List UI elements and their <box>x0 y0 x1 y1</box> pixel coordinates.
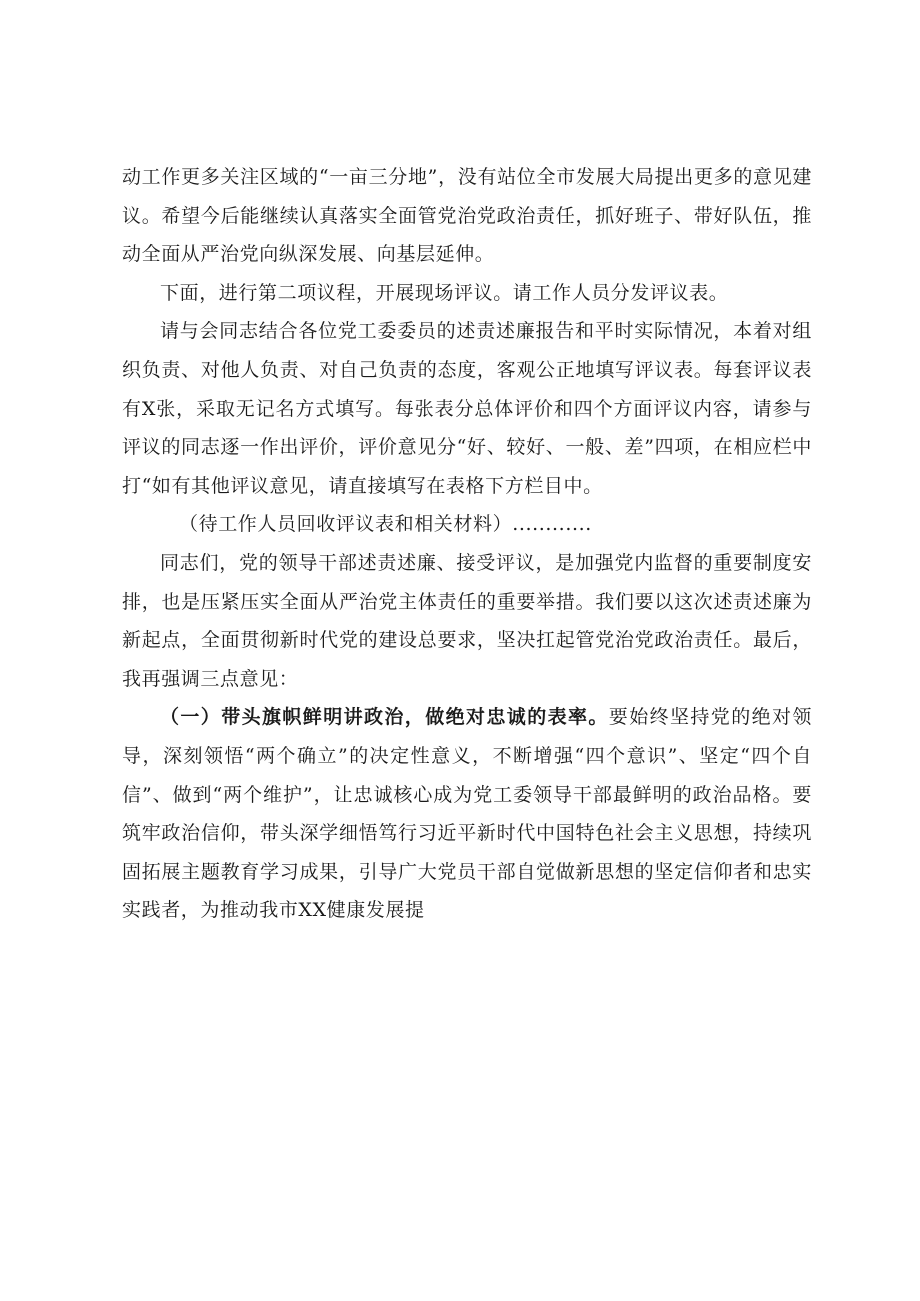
point-one-heading: （一）带头旗帜鲜明讲政治，做绝对忠诚的表率。 <box>160 706 609 729</box>
paragraph-agenda-item-two: 下面，进行第二项议程，开展现场评议。请工作人员分发评议表。 <box>160 281 729 304</box>
point-one-body: 要始终坚持党的绝对领导，深刻领悟“两个确立”的决定性意义，不断增强“四个意识”、坚定“四个自信”、做到“两个维护”，让忠诚核心成为党工委领导干部最鲜明的政治品格。要筑牢政治信仰，带头深学细悟笃行习近平新时代中国特色社会主义思想，持续巩固拓展主题教育学习成果，引导广大党员干部自觉做新思想的坚定信仰者和忠实实践者，为推动我市XX健康发展提 <box>122 706 812 922</box>
paragraph-closing-remarks: 同志们，党的领导干部述责述廉、接受评议，是加强党内监督的重要制度安排，也是压紧压实全面从严治党主体责任的重要举措。我们要以这次述责述廉为新起点，全面贯彻新时代党的建设总要求，坚决扛起管党治党政治责任。最后，我再强调三点意见： <box>122 551 812 690</box>
paragraph-collection-note: （待工作人员回收评议表和相关材料）............ <box>179 513 592 536</box>
paragraph-continuation: 动工作更多关注区域的“一亩三分地”，没有站位全市发展大局提出更多的意见建议。希望今后能继续认真落实全面管党治党政治责任，抓好班子、带好队伍，推动全面从严治党向纵深发展、向基层延伸。 <box>122 166 812 266</box>
paragraph-evaluation-instructions: 请与会同志结合各位党工委委员的述责述廉报告和平时实际情况，本着对组织负责、对他人负责、对自己负责的态度，客观公正地填写评议表。每套评议表有X张，采取无记名方式填写。每张表分总体评价和四个方面评议内容，请参与评议的同志逐一作出评价，评价意见分“好、较好、一般、差”四项，在相应栏中打“如有其他评议意见，请直接填写在表格下方栏目中。 <box>122 320 812 497</box>
document-body <box>122 158 812 930</box>
paragraph-point-one <box>122 698 812 930</box>
